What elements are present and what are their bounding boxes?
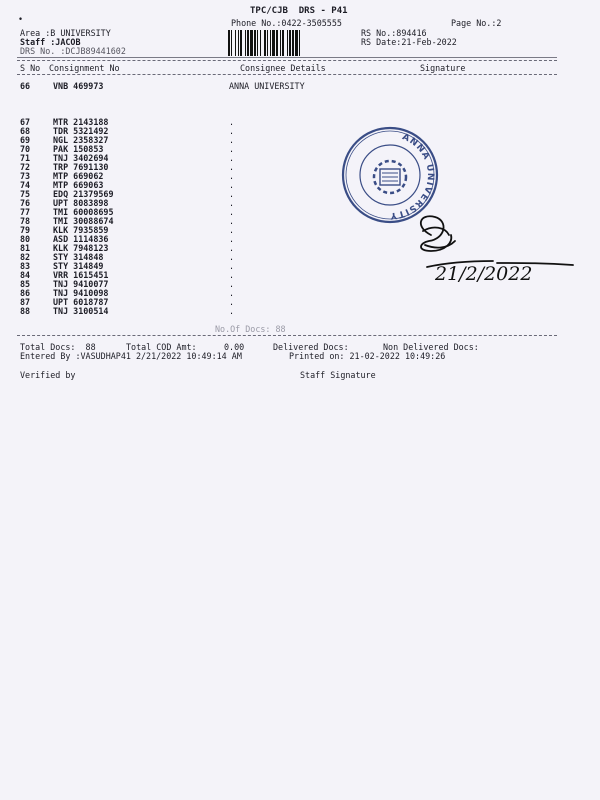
row-consignee: . — [229, 162, 235, 172]
row-consignment: TMI 30088674 — [53, 216, 114, 226]
row-sno: 69 — [20, 135, 31, 145]
barcode-bar — [280, 30, 281, 56]
area-field: Area :B UNIVERSITY — [20, 28, 111, 38]
column-rule — [17, 74, 557, 75]
row-consignee: . — [229, 180, 235, 190]
row-consignee: . — [229, 207, 235, 217]
barcode-bar — [250, 30, 253, 56]
barcode-bar — [270, 30, 271, 56]
row-sno: 71 — [20, 153, 31, 163]
row-consignment: MTP 669063 — [53, 180, 104, 190]
row-consignment: TRP 7691130 — [53, 162, 109, 172]
row-consignment: EDQ 21379569 — [53, 189, 114, 199]
table-end-rule — [17, 335, 557, 336]
row-sno: 74 — [20, 180, 31, 190]
rs-number: RS No.:894416 — [361, 28, 427, 38]
row-consignee: . — [229, 306, 235, 316]
row-sno: 82 — [20, 252, 31, 262]
row-consignee: . — [229, 297, 235, 307]
row-consignee: . — [229, 288, 235, 298]
row-consignment: KLK 7935859 — [53, 225, 109, 235]
row-sno: 76 — [20, 198, 31, 208]
barcode-bar — [272, 30, 275, 56]
drs-number: DRS No. :DCJB89441602 — [20, 46, 126, 56]
col-sno: S No — [20, 63, 41, 73]
row-consignment: KLK 7948123 — [53, 243, 109, 253]
page-doc-count: No.Of Docs: 88 — [215, 324, 286, 334]
row-sno: 83 — [20, 261, 31, 271]
col-consignee: Consignee Details — [240, 63, 326, 73]
row-sno: 72 — [20, 162, 31, 172]
row-consignee: . — [229, 144, 235, 154]
row-sno: 67 — [20, 117, 31, 127]
row-consignee: . — [229, 225, 235, 235]
row-consignment: TNJ 9410077 — [53, 279, 109, 289]
row-sno: 75 — [20, 189, 31, 199]
row-consignee: . — [229, 135, 235, 145]
row-sno: 70 — [20, 144, 31, 154]
col-signature: Signature — [420, 63, 466, 73]
row-consignee: . — [229, 243, 235, 253]
total-docs: Total Docs: 88 — [20, 342, 96, 352]
row-consignment: VRR 1615451 — [53, 270, 109, 280]
row-sno: 66 — [20, 81, 31, 91]
svg-text:21/2/2022: 21/2/2022 — [435, 263, 533, 285]
row-consignee: . — [229, 189, 235, 199]
row-sno: 88 — [20, 306, 31, 316]
top-mark: • — [18, 14, 24, 24]
row-consignment: TMI 60008695 — [53, 207, 114, 217]
row-consignment: PAK 150853 — [53, 144, 104, 154]
barcode-bar — [289, 30, 291, 56]
row-sno: 86 — [20, 288, 31, 298]
barcode-bar — [228, 30, 230, 56]
row-consignment: MTR 2143188 — [53, 117, 109, 127]
row-sno: 68 — [20, 126, 31, 136]
phone-number: Phone No.:0422-3505555 — [231, 18, 342, 28]
row-consignee: . — [229, 234, 235, 244]
row-consignment: UPT 6018787 — [53, 297, 109, 307]
rs-date: RS Date:21-Feb-2022 — [361, 37, 457, 47]
row-consignment: NGL 2358327 — [53, 135, 109, 145]
col-consignment: Consignment No — [49, 63, 120, 73]
delivered-docs: Delivered Docs: — [273, 342, 349, 352]
header-rule — [17, 57, 557, 58]
row-consignee: . — [229, 198, 235, 208]
row-consignment: TNJ 9410098 — [53, 288, 109, 298]
page-number: Page No.:2 — [451, 18, 502, 28]
barcode-bar — [292, 30, 294, 56]
header-rule-dashed — [17, 60, 557, 61]
barcode-bar — [235, 30, 236, 56]
row-sno: 78 — [20, 216, 31, 226]
row-sno: 84 — [20, 270, 31, 280]
row-consignee: . — [229, 126, 235, 136]
barcode-bar — [247, 30, 249, 56]
barcode-bar — [267, 30, 268, 56]
barcode-bar — [240, 30, 242, 56]
staff-signature-label: Staff Signature — [300, 370, 376, 380]
entered-by: Entered By :VASUDHAP41 2/21/2022 10:49:14 AM — [20, 351, 242, 361]
svg-text:ANNA UNIVERSITY: ANNA UNIVERSITY — [389, 132, 436, 221]
row-sno: 87 — [20, 297, 31, 307]
row-consignment: UPT 8083898 — [53, 198, 109, 208]
row-consignee: . — [229, 279, 235, 289]
row-sno: 79 — [20, 225, 31, 235]
report-title: TPC/CJB DRS - P41 — [250, 6, 348, 16]
row-sno: 80 — [20, 234, 31, 244]
row-consignee: . — [229, 252, 235, 262]
row-sno: 81 — [20, 243, 31, 253]
row-consignee: . — [229, 270, 235, 280]
row-consignment: MTP 669062 — [53, 171, 104, 181]
row-consignment: TDR 5321492 — [53, 126, 109, 136]
handwritten-signature — [405, 205, 580, 290]
row-consignment: STY 314848 — [53, 252, 104, 262]
row-consignee: . — [229, 117, 235, 127]
barcode-bar — [245, 30, 246, 56]
barcode-bar — [254, 30, 256, 56]
barcode-bar — [276, 30, 278, 56]
row-consignee: . — [229, 153, 235, 163]
printed-on: Printed on: 21-02-2022 10:49:26 — [289, 351, 446, 361]
verified-by: Verified by — [20, 370, 76, 380]
row-consignee: . — [229, 171, 235, 181]
row-consignment: ASD 1114836 — [53, 234, 109, 244]
barcode-bar — [260, 30, 261, 56]
barcode-bar — [295, 30, 298, 56]
barcode — [228, 30, 348, 56]
total-cod-label: Total COD Amt: — [126, 342, 197, 352]
non-delivered-docs: Non Delivered Docs: — [383, 342, 479, 352]
row-consignment: TNJ 3402694 — [53, 153, 109, 163]
staff-field: Staff :JACOB — [20, 37, 81, 47]
row-consignment: STY 314849 — [53, 261, 104, 271]
row-consignment: TNJ 3100514 — [53, 306, 109, 316]
barcode-bar — [257, 30, 258, 56]
row-consignment: VNB 469973 — [53, 81, 104, 91]
total-cod-value: 0.00 — [224, 342, 245, 352]
barcode-bar — [264, 30, 266, 56]
barcode-bar — [287, 30, 288, 56]
barcode-bar — [238, 30, 239, 56]
row-consignee: . — [229, 216, 235, 226]
row-consignee: . — [229, 261, 235, 271]
row-consignee: ANNA UNIVERSITY — [229, 81, 305, 91]
row-sno: 77 — [20, 207, 31, 217]
row-sno: 85 — [20, 279, 31, 289]
row-sno: 73 — [20, 171, 31, 181]
barcode-bar — [282, 30, 284, 56]
barcode-bar — [231, 30, 232, 56]
barcode-bar — [299, 30, 300, 56]
